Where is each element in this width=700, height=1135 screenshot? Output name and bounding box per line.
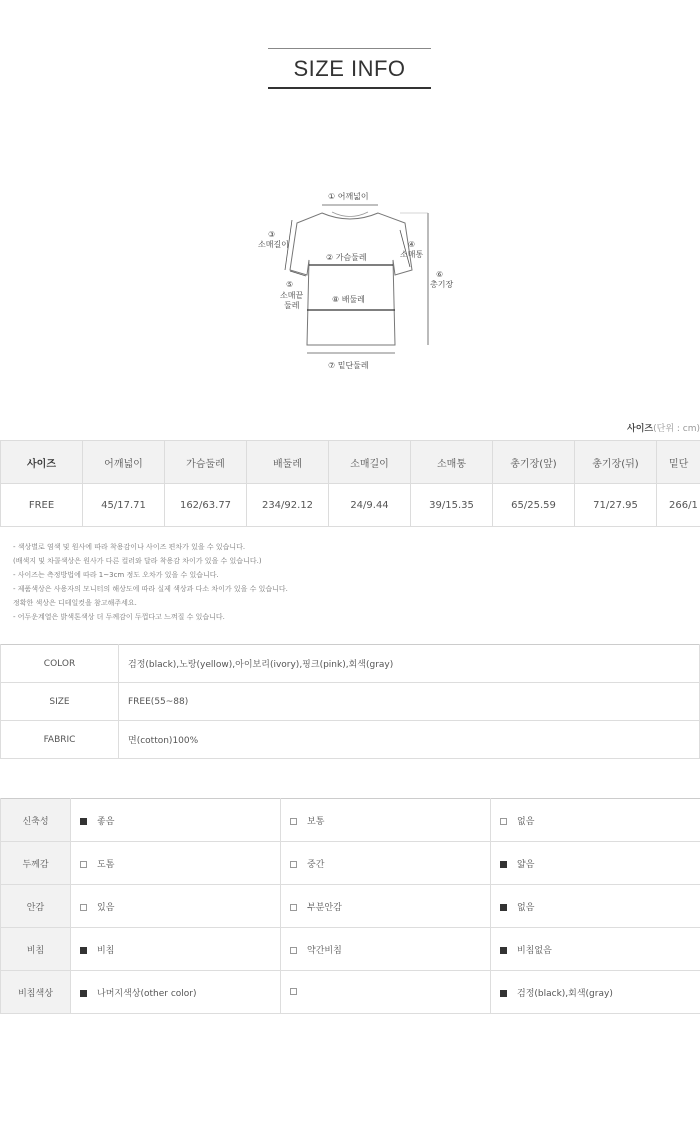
checkbox-checked-icon <box>500 904 507 911</box>
tshirt-neckline <box>332 212 368 217</box>
feature-option <box>491 928 700 971</box>
sleeve-width-label: 소매통 <box>400 250 424 259</box>
size-table-header: 소매길이 <box>329 441 411 484</box>
feature-option-label: 있음 <box>97 902 115 913</box>
feature-table <box>0 798 700 1014</box>
size-table-cell: 65/25.59 <box>493 484 575 527</box>
size-table-cell: 266/1 <box>657 484 700 527</box>
total-length-num: ⑥ <box>436 270 444 279</box>
feature-key-stretch: 신축성 <box>1 799 71 842</box>
size-table-header: 총기장(앞) <box>493 441 575 484</box>
size-notes <box>13 540 288 624</box>
feature-option <box>491 971 700 1014</box>
size-table-header: 가슴둘레 <box>165 441 247 484</box>
checkbox-unchecked-icon <box>290 988 297 995</box>
checkbox-unchecked-icon <box>290 818 297 825</box>
size-table-header: 배둘레 <box>247 441 329 484</box>
note-line: - 제품색상은 사용자의 모니터의 해상도에 따라 실제 색상과 다소 차이가 있을 수 있습니다. <box>13 585 288 593</box>
waist-label: ⑧ 배둘레 <box>332 295 365 304</box>
checkbox-checked-icon <box>500 861 507 868</box>
unit-note-label: 사이즈 <box>627 424 654 434</box>
feature-option <box>281 928 491 971</box>
size-table-header: 총기장(뒤) <box>575 441 657 484</box>
feature-key-thickness: 두께감 <box>1 842 71 885</box>
note-line: (배색지 및 차콜색상은 원사가 다른 컬러와 달라 착용감 차이가 있을 수 있습니다.) <box>13 557 262 565</box>
feature-key-lining: 안감 <box>1 885 71 928</box>
hem-label: ⑦ 밑단둘레 <box>328 361 369 370</box>
size-table-cell: 39/15.35 <box>411 484 493 527</box>
sleeve-width-num: ④ <box>408 240 416 249</box>
table-row <box>1 885 700 928</box>
note-line: - 어두운계열은 밝색톤색상 더 두께감이 두껍다고 느껴질 수 있습니다. <box>13 613 225 621</box>
feature-option-label: 없음 <box>517 902 535 913</box>
info-key-fabric: FABRIC <box>1 721 119 759</box>
info-value-color: 검정(black),노랑(yellow),아이보리(ivory),핑크(pink),회색(gray) <box>119 645 700 683</box>
feature-key-sheer-color: 비침색상 <box>1 971 71 1014</box>
note-line: - 색상별로 염색 및 원사에 따라 착용감이나 사이즈 편차가 있을 수 있습니다. <box>13 543 246 551</box>
table-row <box>1 842 700 885</box>
feature-option <box>71 799 281 842</box>
feature-option <box>281 885 491 928</box>
table-row <box>1 683 700 721</box>
feature-option-label: 나머지색상(other color) <box>97 988 197 999</box>
feature-option <box>281 842 491 885</box>
sleeve-length-num: ③ <box>268 230 276 239</box>
feature-option <box>281 799 491 842</box>
size-table-cell: 24/9.44 <box>329 484 411 527</box>
info-key-size: SIZE <box>1 683 119 721</box>
checkbox-unchecked-icon <box>290 861 297 868</box>
feature-option <box>71 885 281 928</box>
tshirt-outline <box>290 213 412 345</box>
page-title: SIZE INFO <box>293 56 406 81</box>
note-line: - 사이즈는 측정방법에 따라 1~3cm 정도 오차가 있을 수 있습니다. <box>13 571 219 579</box>
info-key-color: COLOR <box>1 645 119 683</box>
feature-option <box>491 842 700 885</box>
size-table-cell: 162/63.77 <box>165 484 247 527</box>
feature-option-label: 약간비침 <box>307 945 342 956</box>
size-table-cell: FREE <box>1 484 83 527</box>
checkbox-checked-icon <box>500 990 507 997</box>
checkbox-checked-icon <box>500 947 507 954</box>
feature-option-label: 비침없음 <box>517 945 552 956</box>
checkbox-checked-icon <box>80 990 87 997</box>
shoulder-label: ① 어깨넓이 <box>328 192 369 201</box>
checkbox-unchecked-icon <box>80 904 87 911</box>
checkbox-checked-icon <box>80 818 87 825</box>
feature-option <box>491 799 700 842</box>
chest-label: ② 가슴둘레 <box>326 253 367 262</box>
size-table-header-row <box>1 441 700 484</box>
checkbox-unchecked-icon <box>80 861 87 868</box>
table-row <box>1 971 700 1014</box>
feature-option-label: 보통 <box>307 816 325 827</box>
feature-option-label: 없음 <box>517 816 535 827</box>
note-line: 정확한 색상은 디테일컷을 참고해주세요. <box>13 599 137 607</box>
sleeve-length-label: 소매길이 <box>258 240 289 249</box>
size-table-header: 밑단 <box>657 441 700 484</box>
feature-option-label: 얇음 <box>517 859 535 870</box>
feature-option-label: 비침 <box>97 945 115 956</box>
size-table-header: 사이즈 <box>1 441 83 484</box>
feature-option <box>71 842 281 885</box>
feature-option-label: 부분안감 <box>307 902 342 913</box>
checkbox-unchecked-icon <box>290 904 297 911</box>
size-table-cell: 71/27.95 <box>575 484 657 527</box>
feature-option <box>71 971 281 1014</box>
cuff-label-line1: 소매끝 <box>280 291 304 300</box>
cuff-num: ⑤ <box>286 280 294 289</box>
unit-note <box>627 421 700 434</box>
info-value-fabric: 면(cotton)100% <box>119 721 700 759</box>
total-length-label: 총기장 <box>430 280 454 289</box>
feature-option <box>281 971 491 1014</box>
unit-note-unit: (단위 : cm) <box>653 424 700 434</box>
size-info-header <box>268 48 431 89</box>
info-value-size: FREE(55~88) <box>119 683 700 721</box>
checkbox-checked-icon <box>80 947 87 954</box>
feature-key-sheerness: 비침 <box>1 928 71 971</box>
size-table-cell: 45/17.71 <box>83 484 165 527</box>
table-row <box>1 799 700 842</box>
feature-option-label: 좋음 <box>97 816 115 827</box>
size-table-header: 어깨넓이 <box>83 441 165 484</box>
feature-option <box>71 928 281 971</box>
size-table <box>0 440 700 527</box>
feature-option-label: 도톰 <box>97 859 115 870</box>
title-bottom-rule <box>268 87 431 89</box>
table-row <box>1 721 700 759</box>
product-info-table <box>0 644 700 759</box>
checkbox-unchecked-icon <box>500 818 507 825</box>
checkbox-unchecked-icon <box>290 947 297 954</box>
feature-option-label: 중간 <box>307 859 325 870</box>
size-table-header: 소매통 <box>411 441 493 484</box>
size-table-cell: 234/92.12 <box>247 484 329 527</box>
cuff-label-line2: 둘레 <box>284 301 300 310</box>
feature-option <box>491 885 700 928</box>
tshirt-measurement-diagram <box>250 185 460 375</box>
table-row <box>1 645 700 683</box>
table-row <box>1 484 700 527</box>
feature-option-label: 검정(black),회색(gray) <box>517 988 613 999</box>
table-row <box>1 928 700 971</box>
